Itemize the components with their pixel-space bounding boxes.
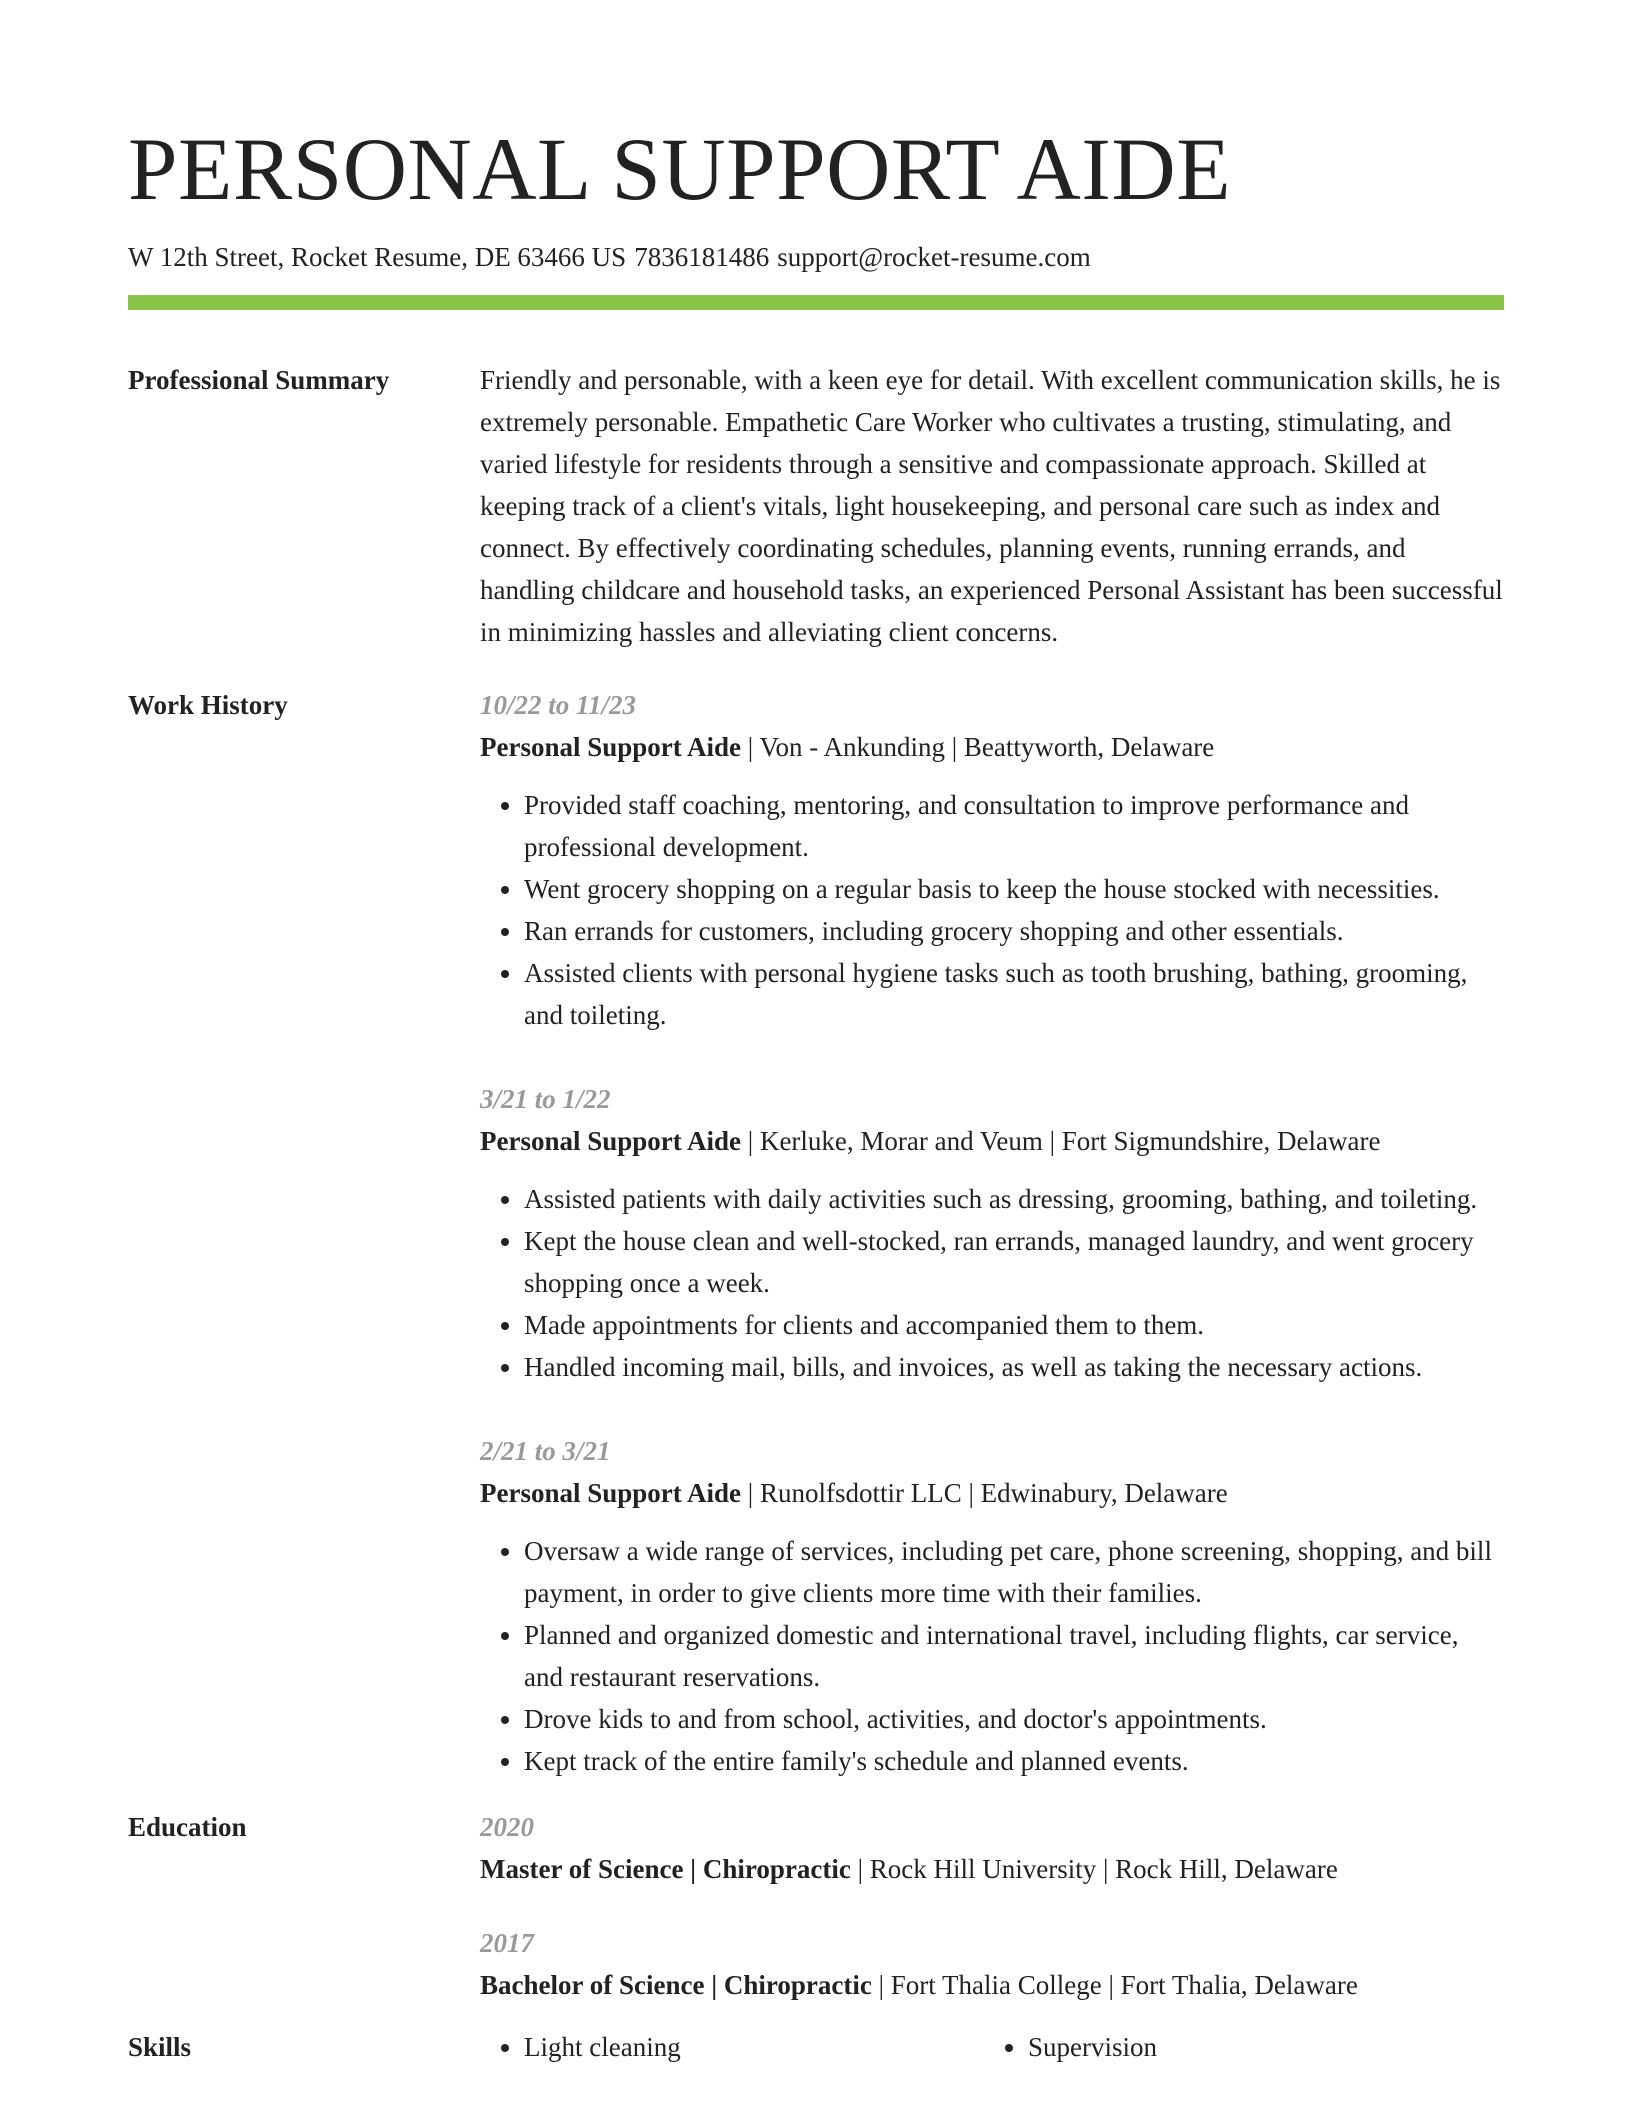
education-entry — [480, 1922, 1504, 2006]
job-title: Personal Support Aide — [480, 1126, 742, 1156]
job-dates: 10/22 to 11/23 — [480, 690, 637, 720]
education-section-label: Education — [128, 1812, 247, 1842]
education-degree-line — [480, 1848, 1504, 1890]
contact-address: W 12th Street, Rocket Resume, DE 63466 US — [128, 242, 627, 272]
job-bullet: • Kept track of the entire family's schedule and planned events. — [524, 1740, 1504, 1782]
skills-grid — [480, 2026, 1504, 2068]
job-bullet: • Ran errands for customers, including grocery shopping and other essentials. — [524, 910, 1504, 952]
job-details: | Runolfsdottir LLC | Edwinabury, Delaware — [741, 1478, 1228, 1508]
job-details: | Von - Ankunding | Beattyworth, Delaware — [741, 732, 1215, 762]
education-section — [128, 1806, 1504, 2006]
job-bullet-list — [480, 1530, 1504, 1782]
accent-divider — [128, 295, 1504, 310]
job-bullet: • Went grocery shopping on a regular basis to keep the house stocked with necessities. — [524, 868, 1504, 910]
education-details: | Rock Hill University | Rock Hill, Delaware — [850, 1854, 1338, 1884]
skill-item: • Light cleaning — [524, 2026, 984, 2068]
job-bullet: • Oversaw a wide range of services, including pet care, phone screening, shopping, and bill payment, in order to give clients more time with their families. — [524, 1530, 1504, 1614]
skill-item: • Supervision — [1028, 2026, 1488, 2068]
job-entry — [480, 1430, 1504, 1782]
job-role-line — [480, 726, 1504, 768]
job-details: | Kerluke, Morar and Veum | Fort Sigmundshire, Delaware — [741, 1126, 1381, 1156]
skills-section-label: Skills — [128, 2032, 192, 2062]
resume-page — [128, 0, 1504, 2068]
job-bullet: • Handled incoming mail, bills, and invoices, as well as taking the necessary actions. — [524, 1346, 1504, 1388]
job-bullet: • Assisted clients with personal hygiene tasks such as tooth brushing, bathing, grooming, and toileting. — [524, 952, 1504, 1036]
job-dates: 2/21 to 3/21 — [480, 1436, 611, 1466]
contact-email: support@rocket-resume.com — [777, 242, 1091, 272]
job-role-line — [480, 1120, 1504, 1162]
education-year: 2017 — [480, 1928, 534, 1958]
job-role-line — [480, 1472, 1504, 1514]
job-title: Personal Support Aide — [480, 1478, 742, 1508]
summary-section-body — [480, 359, 1504, 653]
education-year: 2020 — [480, 1812, 534, 1842]
job-bullet: • Kept the house clean and well-stocked, ran errands, managed laundry, and went grocery shopping once a week. — [524, 1220, 1504, 1304]
job-bullet: • Made appointments for clients and accompanied them to them. — [524, 1304, 1504, 1346]
job-title: Personal Support Aide — [480, 732, 742, 762]
job-bullet-list — [480, 1178, 1504, 1388]
job-bullet: • Provided staff coaching, mentoring, and consultation to improve performance and professional development. — [524, 784, 1504, 868]
skills-list-left — [480, 2026, 984, 2068]
job-dates: 3/21 to 1/22 — [480, 1084, 611, 1114]
summary-section — [128, 359, 1504, 653]
job-entry — [480, 1078, 1504, 1388]
contact-phone: 7836181486 — [634, 242, 770, 272]
education-degree: Bachelor of Science | Chiropractic — [480, 1970, 872, 2000]
skills-list-right — [984, 2026, 1488, 2068]
work-history-section-label: Work History — [128, 690, 288, 720]
work-history-section — [128, 684, 1504, 1782]
summary-section-label: Professional Summary — [128, 365, 390, 395]
work-history-body — [480, 684, 1504, 1782]
contact-line — [128, 239, 1504, 275]
job-bullet-list — [480, 784, 1504, 1036]
education-degree: Master of Science | Chiropractic — [480, 1854, 851, 1884]
summary-text: Friendly and personable, with a keen eye for detail. With excellent communication skills, he is extremely personable. Empathetic Care Worker who cultivates a trusting, stimulating, and varied lifestyle for residents through a sensitive and compassionate approach. Skilled at keeping track of a client's vitals, light housekeeping, and personal care such as index and connect. By effectively coordinating schedules, planning events, running errands, and handling childcare and household tasks, an experienced Personal Assistant has been successful in minimizing hassles and alleviating client concerns. — [480, 365, 1503, 647]
education-body — [480, 1806, 1504, 2006]
education-degree-line — [480, 1964, 1504, 2006]
resume-name-heading: PERSONAL SUPPORT AIDE — [128, 121, 1232, 219]
education-details: | Fort Thalia College | Fort Thalia, Delaware — [871, 1970, 1358, 2000]
skills-section — [128, 2026, 1504, 2068]
education-entry — [480, 1806, 1504, 1890]
job-entry — [480, 684, 1504, 1036]
job-bullet: • Assisted patients with daily activities such as dressing, grooming, bathing, and toileting. — [524, 1178, 1504, 1220]
job-bullet: • Planned and organized domestic and international travel, including flights, car service, and restaurant reservations. — [524, 1614, 1504, 1698]
job-bullet: • Drove kids to and from school, activities, and doctor's appointments. — [524, 1698, 1504, 1740]
